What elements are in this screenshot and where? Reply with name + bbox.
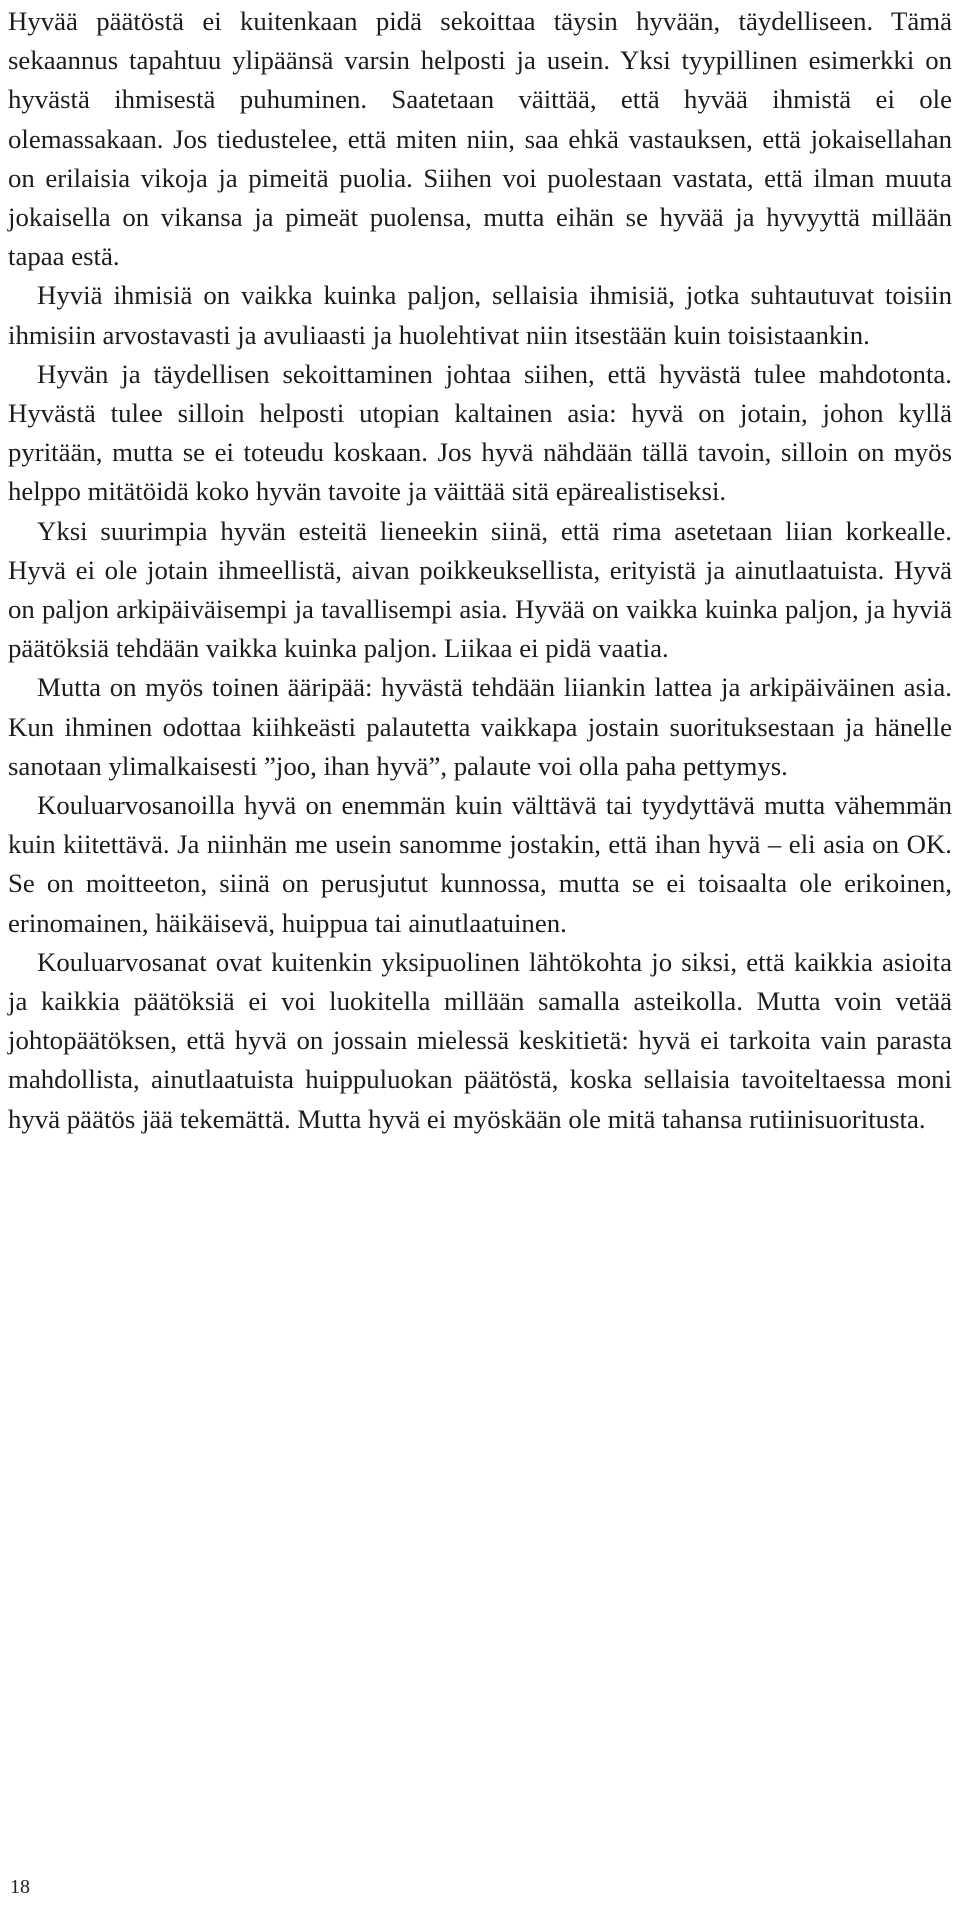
paragraph-3: Hyvän ja täydellisen sekoittaminen johtaa siihen, että hyvästä tulee mahdotonta. Hyvästä tulee silloin helposti utopian kaltainen asia: hyvä on jotain, johon kyllä pyritään, mutta se ei toteudu koskaan. Jos hyvä nähdään tällä tavoin, silloin on myös helppo mitätöidä koko hyvän tavoite ja väittää sitä epärealistiseksi. bbox=[8, 358, 952, 507]
body-text bbox=[8, 2, 952, 1139]
paragraph-5: Mutta on myös toinen ääripää: hyvästä tehdään liiankin lattea ja arkipäiväinen asia. Kun ihminen odottaa kiihkeästi palautetta vaikkapa jostain suorituksestaan ja hänelle sanotaan ylimalkaisesti ”joo, ihan hyvä”, palaute voi olla paha pettymys. bbox=[8, 672, 952, 781]
paragraph-2: Hyviä ihmisiä on vaikka kuinka paljon, sellaisia ihmisiä, jotka suhtautuvat toisiin ihmisiin arvostavasti ja avuliaasti ja huolehtivat niin itsestään kuin toisistaankin. bbox=[8, 280, 952, 350]
paragraph-6: Kouluarvosanoilla hyvä on enemmän kuin välttävä tai tyydyttävä mutta vähemmän kuin kiitettävä. Ja niinhän me usein sanomme jostakin, että ihan hyvä – eli asia on OK. Se on moitteeton, siinä on perusjutut kunnossa, mutta se ei toisaalta ole erikoinen, erinomainen, häikäisevä, huippua tai ainutlaatuinen. bbox=[8, 790, 952, 938]
paragraph-7: Kouluarvosanat ovat kuitenkin yksipuolinen lähtökohta jo siksi, että kaikkia asioita ja kaikkia päätöksiä ei voi luokitella millään samalla asteikolla. Mutta voin vetää johtopäätöksen, että hyvä on jossain mielessä keskitietä: hyvä ei tarkoita vain parasta mahdollista, ainutlaatuista huippuluokan päätöstä, koska sellaisia tavoiteltaessa moni hyvä päätös jää tekemättä. Mutta hyvä ei myöskään ole mitä tahansa rutiinisuoritusta. bbox=[8, 946, 952, 1134]
paragraph-4: Yksi suurimpia hyvän esteitä lieneekin siinä, että rima asetetaan liian korkealle. Hyvä ei ole jotain ihmeellistä, aivan poikkeuksellista, erityistä ja ainutlaatuista. Hyvä on paljon arkipäiväisempi ja tavallisempi asia. Hyvää on vaikka kuinka paljon, ja hyviä päätöksiä tehdään vaikka kuinka paljon. Liikaa ei pidä vaatia. bbox=[8, 515, 952, 664]
paragraph-1: Hyvää päätöstä ei kuitenkaan pidä sekoittaa täysin hyvään, täydelliseen. Tämä sekaannus tapahtuu ylipäänsä varsin helposti ja usein. Yksi tyypillinen esimerkki on hyvästä ihmisestä puhuminen. Saatetaan väittää, että hyvää ihmistä ei ole olemassakaan. Jos tiedustelee, että miten niin, saa ehkä vastauksen, että jokaisellahan on erilaisia vikoja ja pimeitä puolia. Siihen voi puolestaan vastata, että ilman muuta jokaisella on vikansa ja pimeät puolensa, mutta eihän se hyvää ja hyvyyttä millään tapaa estä. bbox=[8, 6, 952, 272]
page-number: 18 bbox=[10, 1876, 30, 1898]
